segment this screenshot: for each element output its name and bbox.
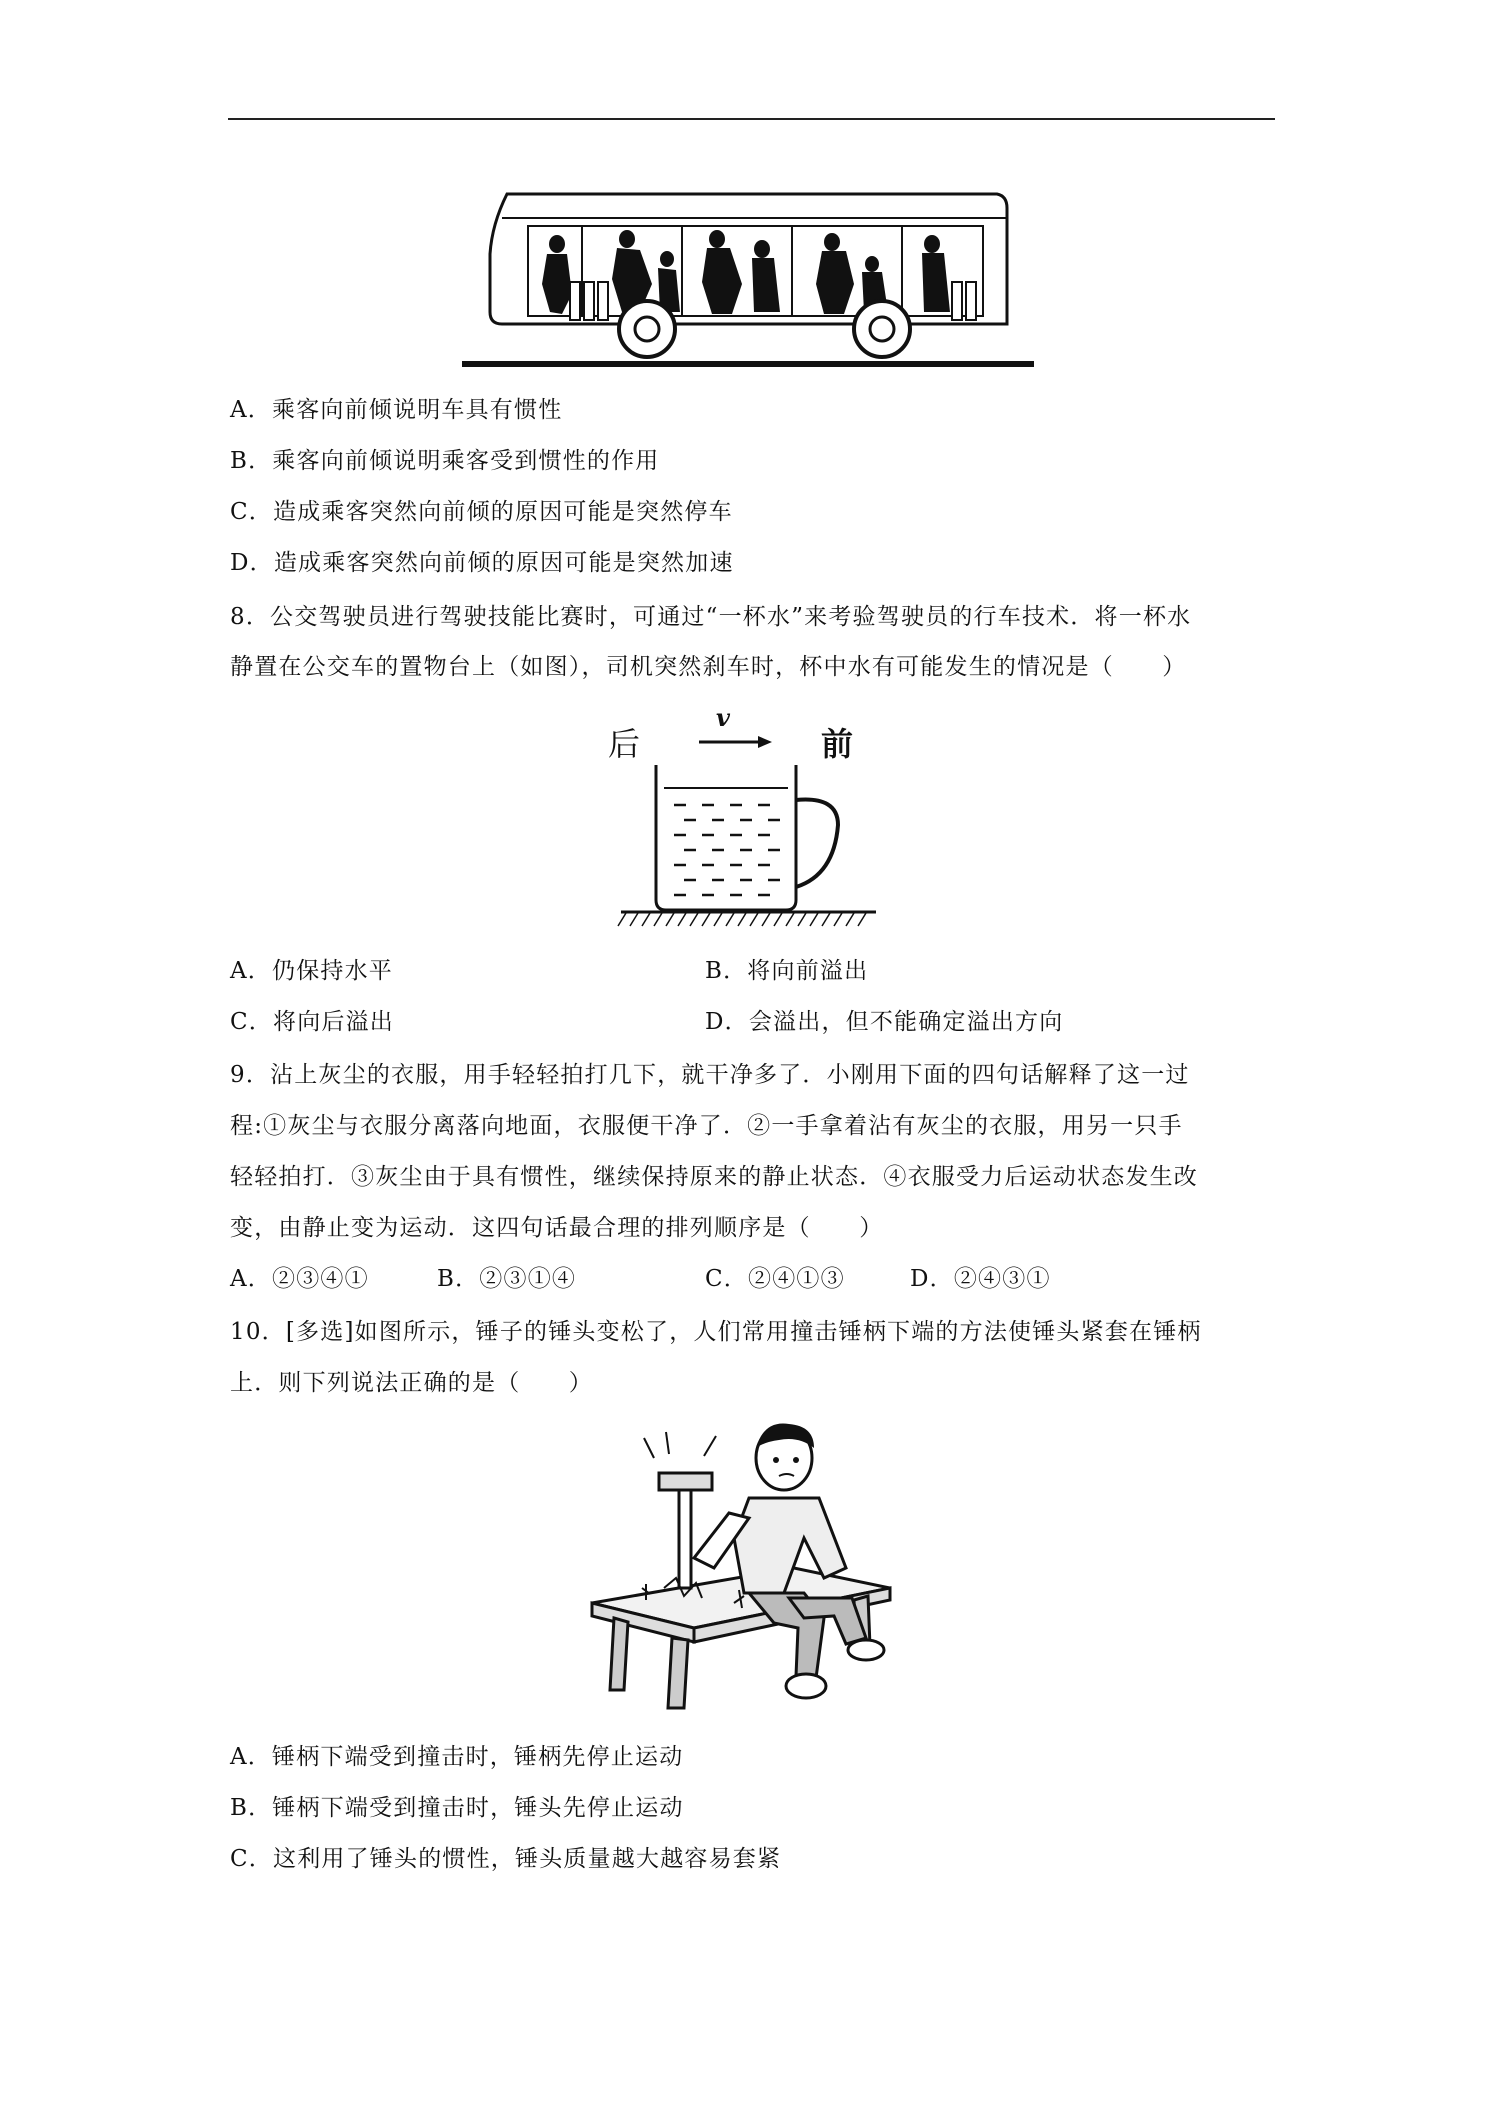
q7-option-c: C．造成乘客突然向前倾的原因可能是突然停车 (230, 499, 733, 525)
header-rule (228, 118, 1275, 120)
q8-stem-line-1: 8．公交驾驶员进行驾驶技能比赛时，可通过“一杯水”来考验驾驶员的行车技术．将一杯水 (230, 604, 1192, 630)
q7-option-d: D．造成乘客突然向前倾的原因可能是突然加速 (230, 550, 734, 576)
cup-back-label: 后 (608, 725, 641, 763)
q9-stem-line-3: 轻轻拍打．③灰尘由于具有惯性，继续保持原来的静止状态．④衣服受力后运动状态发生改 (230, 1164, 1198, 1190)
q8-option-b: B．将向前溢出 (705, 958, 869, 984)
q10-stem-line-2: 上．则下列说法正确的是（ ） (230, 1370, 593, 1396)
q9-option-a: A．②③④① (230, 1266, 369, 1292)
cup-front-label: 前 (821, 725, 854, 763)
q9-option-c: C．②④①③ (705, 1266, 845, 1292)
q10-option-a: A．锤柄下端受到撞击时，锤柄先停止运动 (230, 1744, 684, 1770)
q7-option-a: A．乘客向前倾说明车具有惯性 (230, 397, 563, 423)
q9-option-b: B．②③①④ (437, 1266, 577, 1292)
q9-option-d: D．②④③① (910, 1266, 1051, 1292)
q8-option-d: D．会溢出，但不能确定溢出方向 (705, 1009, 1064, 1035)
cup-velocity-label: v (716, 703, 730, 732)
q9-stem-line-4: 变，由静止变为运动．这四句话最合理的排列顺序是（ ） (230, 1215, 884, 1241)
hammer-bench-figure (584, 1418, 902, 1718)
q8-option-a: A．仍保持水平 (230, 958, 394, 984)
q10-option-b: B．锤柄下端受到撞击时，锤头先停止运动 (230, 1795, 684, 1821)
q10-option-c: C．这利用了锤头的惯性，锤头质量越大越容易套紧 (230, 1846, 782, 1872)
cup-figure (606, 700, 882, 930)
q8-option-c: C．将向后溢出 (230, 1009, 394, 1035)
q9-stem-line-1: 9．沾上灰尘的衣服，用手轻轻拍打几下，就干净多了．小刚用下面的四句话解释了这一过 (230, 1062, 1190, 1088)
q9-stem-line-2: 程:①灰尘与衣服分离落向地面，衣服便干净了．②一手拿着沾有灰尘的衣服，用另一只手 (230, 1113, 1183, 1139)
q10-stem-line-1: 10．[多选]如图所示，锤子的锤头变松了，人们常用撞击锤柄下端的方法使锤头紧套在锤柄 (230, 1319, 1202, 1345)
q7-option-b: B．乘客向前倾说明乘客受到惯性的作用 (230, 448, 660, 474)
bus-figure (462, 184, 1040, 374)
q8-stem-line-2: 静置在公交车的置物台上（如图），司机突然刹车时，杯中水有可能发生的情况是（ ） (230, 654, 1187, 680)
